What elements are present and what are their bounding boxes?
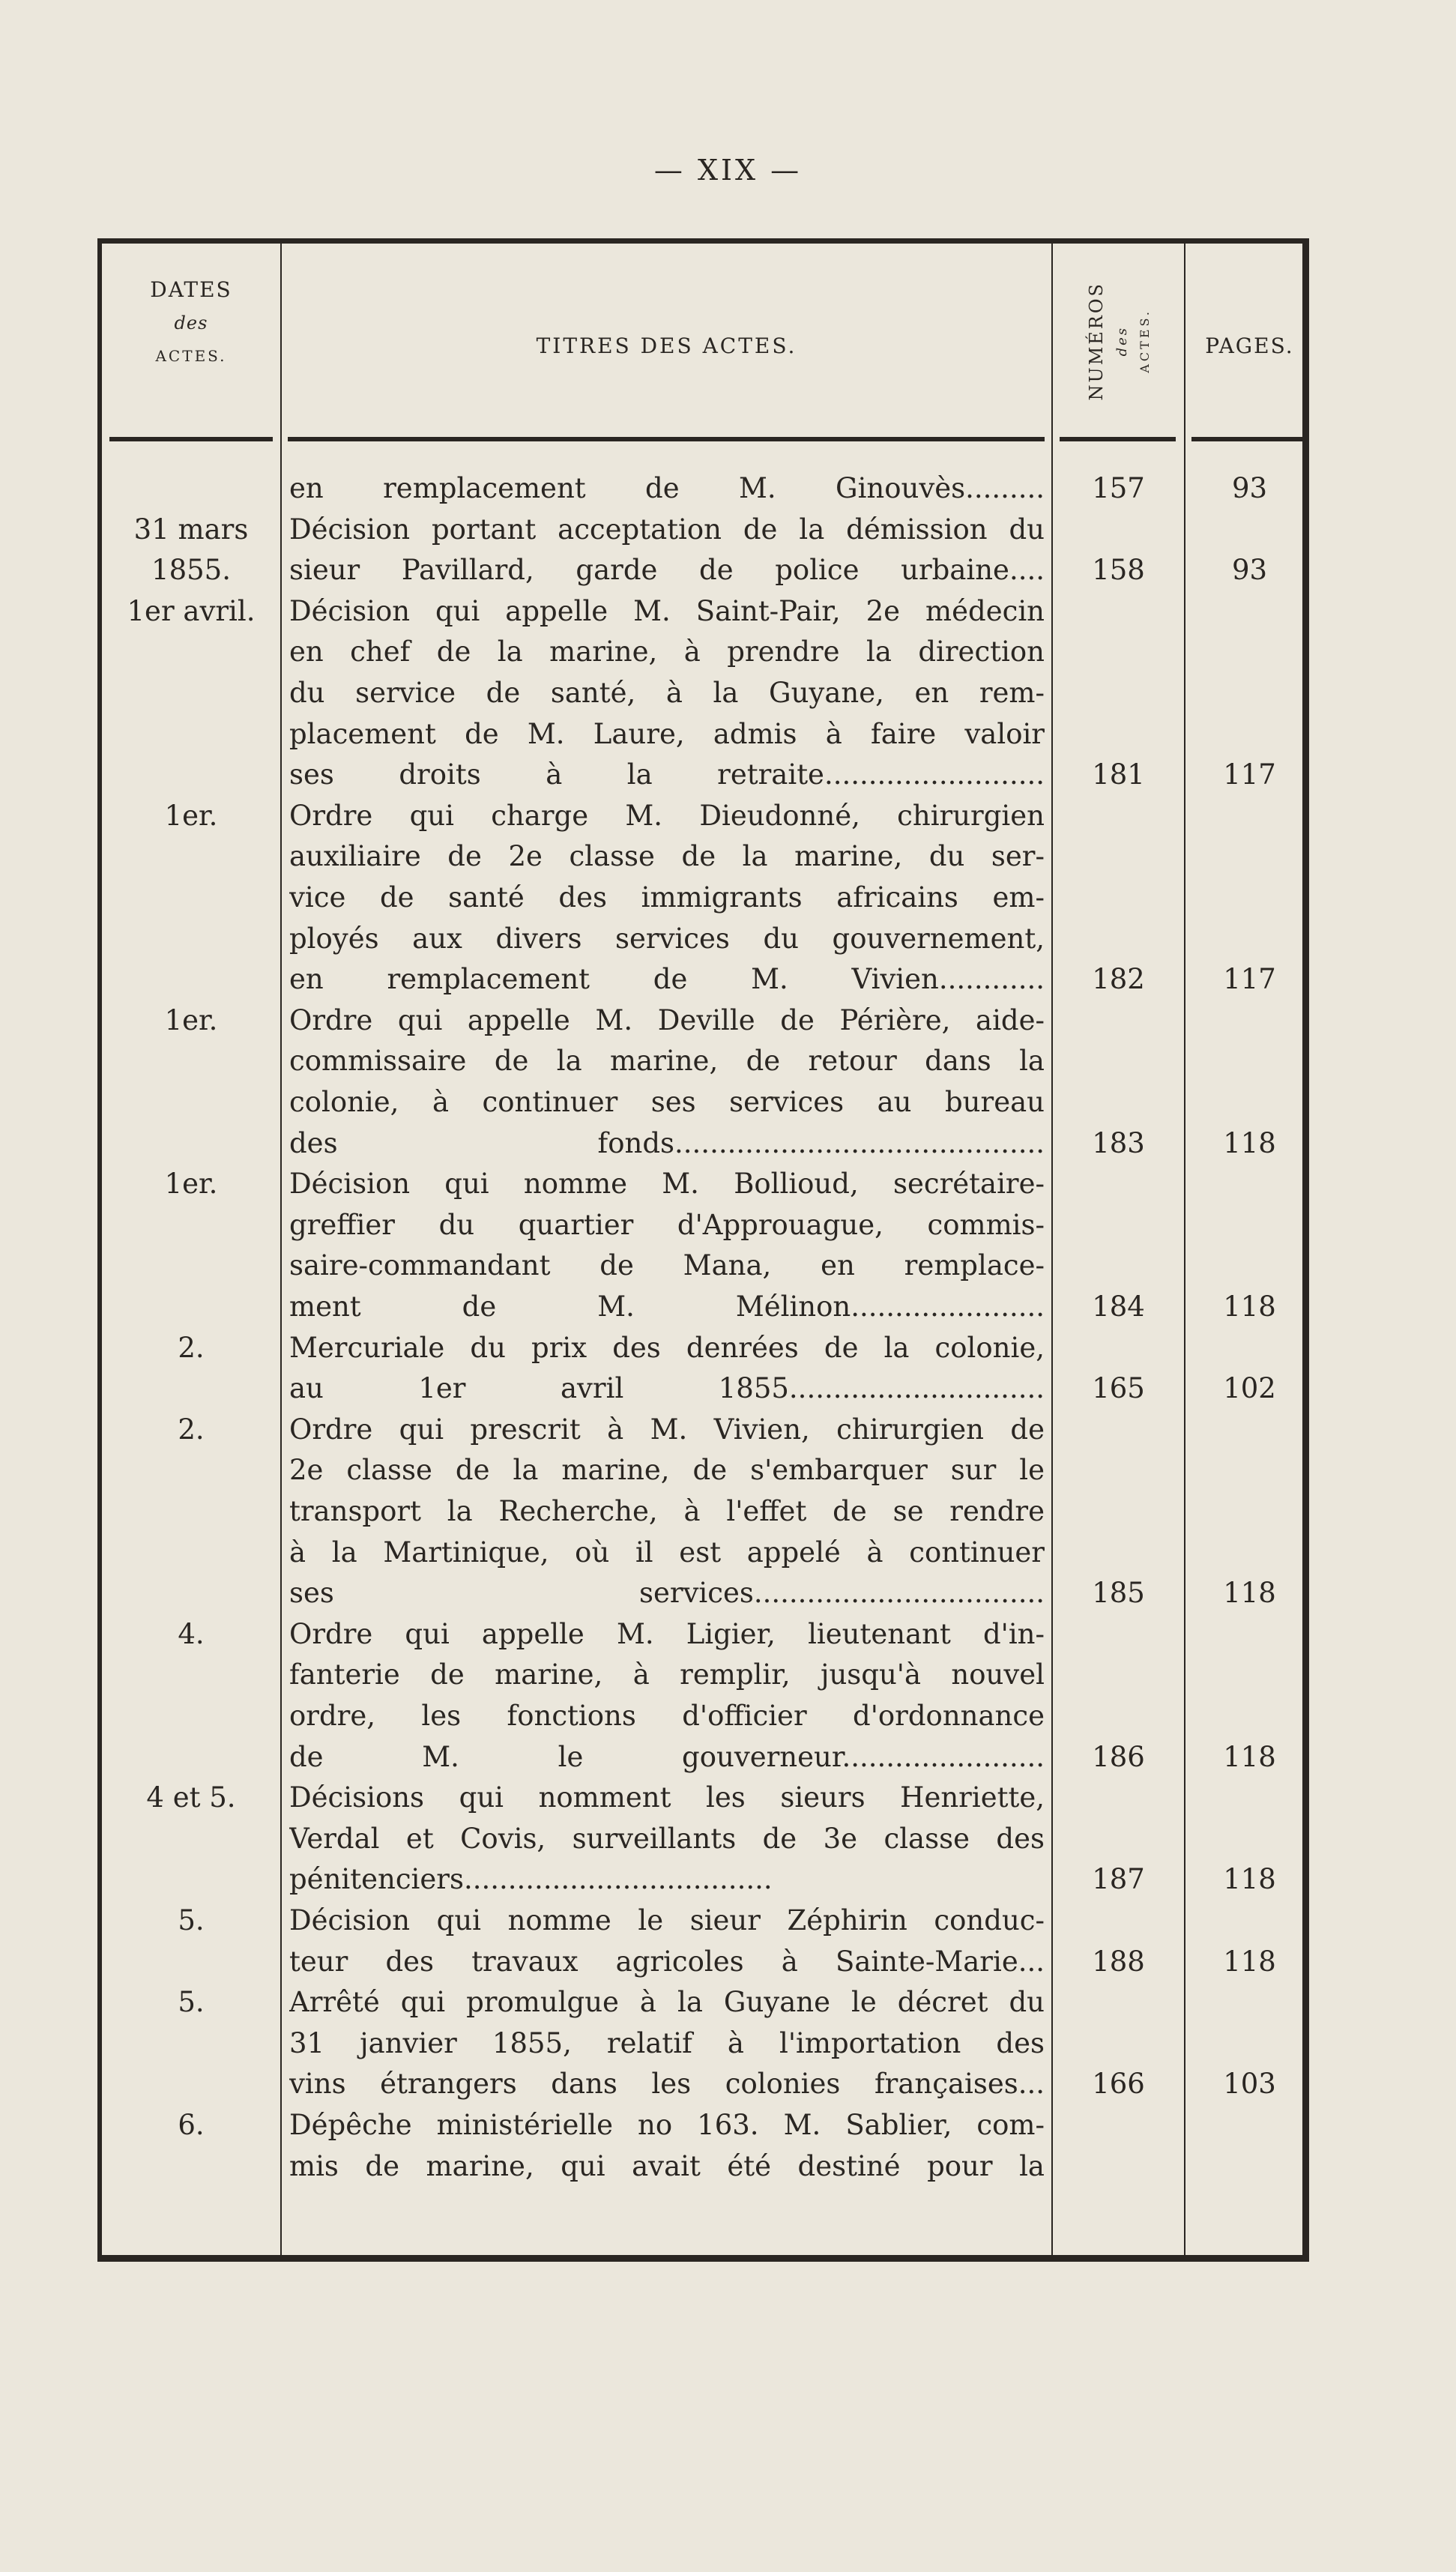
act-title-line: au 1er avril 1855............................. [289, 1372, 1045, 1405]
act-title-line: Décision qui nomme M. Bollioud, secrétaire- [289, 1168, 1045, 1201]
header-rule [109, 437, 273, 441]
act-title-line: Décisions qui nomment les sieurs Henriette, [289, 1781, 1045, 1814]
act-title-line: greffier du quartier d'Approuague, commis- [289, 1208, 1045, 1241]
act-title-line: 2e classe de la marine, de s'embarquer sur le [289, 1454, 1045, 1487]
act-title-line: de M. le gouverneur....................... [289, 1740, 1045, 1773]
header-numeros-line: ACTES. [1137, 309, 1152, 373]
table-row [102, 919, 1301, 959]
act-date: 1er avril. [127, 594, 256, 627]
act-number: 158 [1092, 554, 1145, 587]
act-page: 118 [1223, 1740, 1276, 1773]
act-number: 165 [1092, 1372, 1145, 1405]
table-row [102, 796, 1301, 836]
act-title-line: en chef de la marine, à prendre la direction [289, 636, 1045, 668]
table-row [102, 878, 1301, 918]
act-number: 184 [1092, 1290, 1145, 1323]
table-row [102, 1942, 1301, 1982]
table-row [102, 1123, 1301, 1164]
act-page: 118 [1223, 1945, 1276, 1978]
act-title-line: ses services................................. [289, 1577, 1045, 1610]
act-title-line: Décision qui appelle M. Saint-Pair, 2e médecin [289, 594, 1045, 627]
act-title-line: Arrêté qui promulgue à la Guyane le décret du [289, 1986, 1045, 2019]
act-page: 117 [1223, 963, 1276, 996]
act-title-line: Décision qui nomme le sieur Zéphirin conduc- [289, 1904, 1045, 1936]
act-date: 5. [178, 1986, 205, 2019]
table-row [102, 1614, 1301, 1655]
table-row [102, 755, 1301, 795]
act-title-line: à la Martinique, où il est appelé à continuer [289, 1536, 1045, 1569]
act-number: 188 [1092, 1945, 1145, 1978]
act-title-line: Ordre qui prescrit à M. Vivien, chirurgien de [289, 1413, 1045, 1446]
act-title-line: saire-commandant de Mana, en remplace- [289, 1249, 1045, 1282]
header-titres: TITRES DES ACTES. [536, 333, 797, 358]
header-rule [1060, 437, 1176, 441]
table-row [102, 1655, 1301, 1695]
act-date: 2. [178, 1331, 205, 1364]
act-page: 102 [1223, 1372, 1276, 1405]
table-row [102, 1819, 1301, 1859]
act-number: 187 [1092, 1863, 1145, 1896]
act-number: 183 [1092, 1126, 1145, 1159]
table-row [102, 959, 1301, 1000]
act-number: 181 [1092, 758, 1145, 791]
act-title-line: du service de santé, à la Guyane, en rem- [289, 677, 1045, 709]
table-row [102, 836, 1301, 877]
act-page: 118 [1223, 1863, 1276, 1896]
act-page: 118 [1223, 1290, 1276, 1323]
act-title-line: Ordre qui appelle M. Deville de Périère, aide- [289, 1003, 1045, 1036]
table-row [102, 1491, 1301, 1532]
table-row [102, 510, 1301, 550]
act-date: 1er. [164, 1003, 218, 1036]
header-dates-line: des [174, 313, 208, 333]
act-page: 118 [1223, 1126, 1276, 1159]
table-row [102, 1205, 1301, 1246]
act-title-line: commissaire de la marine, de retour dans la [289, 1045, 1045, 1078]
act-title-line: colonie, à continuer ses services au bureau [289, 1086, 1045, 1118]
table-row [102, 1982, 1301, 2023]
act-date: 4 et 5. [146, 1781, 236, 1814]
act-date: 1er. [164, 1168, 218, 1201]
act-date: 2. [178, 1413, 205, 1446]
act-page: 93 [1231, 554, 1268, 587]
act-title-line: mis de marine, qui avait été destiné pour la [289, 2149, 1045, 2182]
table-row [102, 1164, 1301, 1204]
act-number: 186 [1092, 1740, 1145, 1773]
act-title-line: en remplacement de M. Ginouvès......... [289, 472, 1045, 504]
act-page: 93 [1231, 472, 1268, 504]
act-number: 166 [1092, 2068, 1145, 2101]
table-row [102, 591, 1301, 632]
act-title-line: vins étrangers dans les colonies françaises... [289, 2068, 1045, 2101]
table-row [102, 1696, 1301, 1736]
act-title-line: Ordre qui appelle M. Ligier, lieutenant d'in- [289, 1617, 1045, 1650]
header-rule [1191, 437, 1304, 441]
table-row [102, 2023, 1301, 2064]
table-row [102, 1287, 1301, 1327]
act-title-line: en remplacement de M. Vivien............ [289, 963, 1045, 996]
table-row [102, 714, 1301, 755]
act-title-line: transport la Recherche, à l'effet de se rendre [289, 1495, 1045, 1527]
header-numeros-line: des [1114, 325, 1130, 357]
act-title-line: pénitenciers................................... [289, 1863, 773, 1896]
act-title-line: Verdal et Covis, surveillants de 3e classe des [289, 1822, 1045, 1855]
act-title-line: des fonds.......................................... [289, 1126, 1045, 1159]
table-row [102, 2064, 1301, 2104]
table-row [102, 1859, 1301, 1900]
table-row [102, 550, 1301, 591]
act-title-line: ordre, les fonctions d'officier d'ordonnance [289, 1700, 1045, 1732]
header-dates-line: DATES [150, 277, 232, 302]
act-title-line: placement de M. Laure, admis à faire valoir [289, 717, 1045, 750]
act-date: 6. [178, 2109, 205, 2141]
act-title-line: ployés aux divers services du gouvernement, [289, 922, 1045, 955]
act-title-line: Dépêche ministérielle no 163. M. Sablier, com- [289, 2109, 1045, 2141]
act-number: 157 [1092, 472, 1145, 504]
act-title-line: ment de M. Mélinon...................... [289, 1290, 1045, 1323]
table-row [102, 2105, 1301, 2146]
table-row [102, 2146, 1301, 2187]
header-dates [102, 274, 280, 372]
header-pages: PAGES. [1205, 333, 1294, 358]
act-title-line: Mercuriale du prix des denrées de la colonie, [289, 1331, 1045, 1364]
table-row [102, 1000, 1301, 1041]
act-title-line: ses droits à la retraite......................... [289, 758, 1045, 791]
act-title-line: fanterie de marine, à remplir, jusqu'à nouvel [289, 1658, 1045, 1691]
act-date: 5. [178, 1904, 205, 1936]
page-header: — XIX — [653, 154, 803, 187]
table-row [102, 1533, 1301, 1573]
table-row [102, 673, 1301, 713]
header-dates-line: ACTES. [155, 347, 227, 365]
act-number: 182 [1092, 963, 1145, 996]
header-numeros-line: NUMÉROS [1085, 281, 1107, 401]
act-title-line: Décision portant acceptation de la démission du [289, 513, 1045, 546]
table-row [102, 1041, 1301, 1081]
act-page: 103 [1223, 2068, 1276, 2101]
table-row [102, 1410, 1301, 1450]
act-date: 1855. [151, 554, 231, 587]
table-row [102, 632, 1301, 672]
table-row [102, 1328, 1301, 1368]
act-title-line: sieur Pavillard, garde de police urbaine.... [289, 554, 1045, 587]
table-row [102, 1082, 1301, 1123]
table-row [102, 1246, 1301, 1286]
header-numeros [1053, 259, 1184, 423]
table-row [102, 1737, 1301, 1778]
act-title-line: 31 janvier 1855, relatif à l'importation des [289, 2026, 1045, 2059]
act-title-line: teur des travaux agricoles à Sainte-Marie... [289, 1945, 1045, 1978]
act-date: 4. [178, 1617, 205, 1650]
act-title-line: auxiliaire de 2e classe de la marine, du ser- [289, 840, 1045, 873]
act-title-line: Ordre qui charge M. Dieudonné, chirurgien [289, 799, 1045, 832]
table-row [102, 1573, 1301, 1613]
table-row [102, 1368, 1301, 1409]
act-date: 31 mars [133, 513, 249, 546]
act-page: 118 [1223, 1577, 1276, 1610]
table-row [102, 468, 1301, 509]
act-page: 117 [1223, 758, 1276, 791]
act-title-line: vice de santé des immigrants africains em- [289, 881, 1045, 914]
header-rule [288, 437, 1045, 441]
act-date: 1er. [164, 799, 218, 832]
acts-table [97, 238, 1309, 2262]
table-row [102, 1450, 1301, 1491]
act-number: 185 [1092, 1577, 1145, 1610]
table-row [102, 1901, 1301, 1941]
table-row [102, 1778, 1301, 1818]
